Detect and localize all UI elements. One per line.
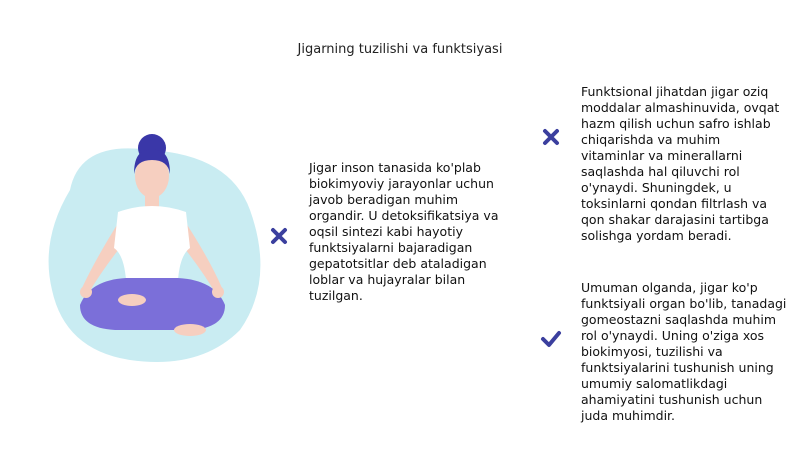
left-hand: [80, 286, 92, 298]
x-mark-icon: [540, 126, 562, 148]
check-mark-icon: [540, 328, 562, 350]
text-block-function: Funktsional jihatdan jigar oziq moddalar almashinuvida, ovqat hazm qilish uchun safro ishlab chiqarishda va muhim vitaminlar va minerallarni saqlashda hal qiluvchi rol o'ynaydi. Shuningdek, u toksinlarni qondan filtrlash va qon shakar darajasini tartibga solishga yordam beradi.: [581, 84, 780, 243]
right-foot: [174, 324, 206, 336]
right-hand: [212, 286, 224, 298]
page-title: Jigarning tuzilishi va funktsiyasi: [297, 42, 503, 57]
pants: [80, 278, 225, 330]
neck: [145, 194, 159, 208]
shirt: [114, 206, 190, 280]
left-foot: [118, 294, 146, 306]
text-block-summary: Umuman olganda, jigar ko'p funktsiyali organ bo'lib, tanadagi gomeostazni saqlashda muhim rol o'ynaydi. Uning o'ziga xos biokimyosi, tuzilishi va funktsiyalarini tushunish uning umumiy salomatlikdagi ahamiyatini tushunish uchun juda muhimdir.: [581, 280, 787, 423]
meditation-illustration: [40, 130, 270, 370]
x-mark-icon: [268, 225, 290, 247]
text-block-structure: Jigar inson tanasida ko'plab biokimyoviy jarayonlar uchun javob beradigan muhim organdir. U detoksifikatsiya va oqsil sintezi kabi hayotiy funktsiyalarni bajaradigan gepatotsitlar deb ataladigan loblar va hujayralar bilan tuzilgan.: [309, 160, 499, 303]
